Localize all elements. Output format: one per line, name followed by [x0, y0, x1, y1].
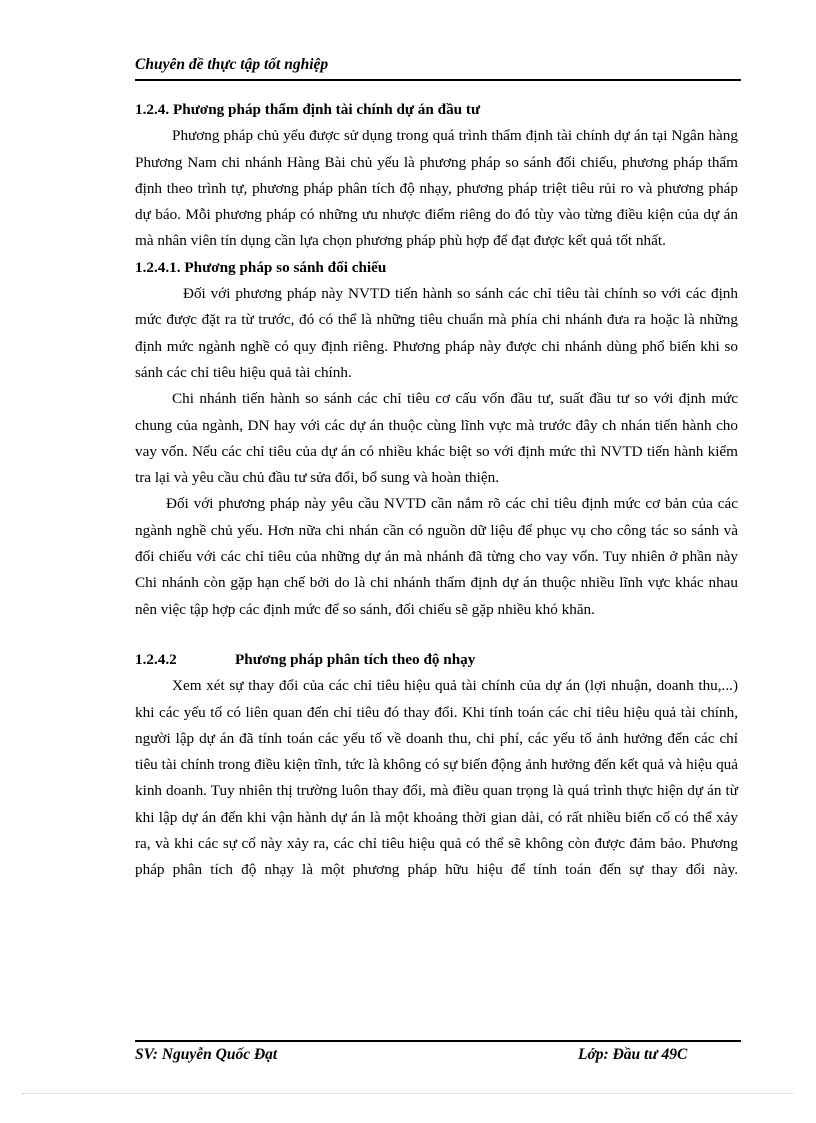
- section-heading-1-2-4: 1.2.4. Phương pháp thẩm định tài chính dự án đầu tư: [135, 101, 481, 118]
- paragraph-intro: [135, 123, 738, 254]
- paragraph-comparison-1-text: Đối với phương pháp này NVTD tiến hành so sánh các chỉ tiêu tài chính so với các định mức được đặt ra từ trước, đó có thể là những tiêu chuẩn mà phía chi nhánh đưa ra hoặc là những định mức ngành nghề có quy định riêng. Phương pháp này được chi nhánh dùng phổ biến khi so sánh các chỉ tiêu hiệu quả tài chính.: [135, 285, 738, 381]
- document-body: [135, 97, 738, 884]
- section-spacer: [135, 623, 738, 647]
- paragraph-comparison-1: [135, 281, 738, 386]
- paragraph-comparison-2-text: Chi nhánh tiến hành so sánh các chỉ tiêu cơ cấu vốn đầu tư, suất đầu tư so với định mức chung của ngành, DN hay với các dự án thuộc cùng lĩnh vực mà trước đây ch nhán tiến hành cho vay vốn. Nếu các chỉ tiêu của dự án có nhiều khác biệt so với định mức thì NVTD tiến hành kiểm tra lại và yêu cầu chủ đầu tư sửa đổi, bổ sung và hoàn thiện.: [135, 390, 738, 487]
- footer-divider: [135, 1040, 741, 1042]
- footer-class-name: Lớp: Đầu tư 49C: [578, 1046, 688, 1063]
- header-divider: [135, 79, 741, 81]
- paragraph-sensitivity: [135, 673, 738, 883]
- paragraph-comparison-3: [135, 491, 738, 622]
- section-heading-1-2-4-1: 1.2.4.1. Phương pháp so sánh đối chiếu: [135, 258, 387, 276]
- paragraph-sensitivity-text: Xem xét sự thay đổi của các chỉ tiêu hiệu quả tài chính của dự án (lợi nhuận, doanh thu,...) khi các yếu tố có liên quan đến chỉ tiêu đó thay đổi. Khi tính toán các chỉ tiêu hiệu quả tài chính, người lập dự án đã tính toán các yếu tố về doanh thu, chi phí, các yếu tố ảnh hưởng đến các chỉ tiêu tài chính trong điều kiện tĩnh, tức là không có sự biến động ảnh hưởng đến kết quả và hiệu quả kinh doanh. Tuy nhiên thị trường luôn thay đổi, mà điều quan trọng là quá trình thực hiện dự án từ khi lập dự án đến khi vận hành dự án là một khoảng thời gian dài, có rất nhiều biến cố có thể xảy ra, và khi các sự cố này xảy ra, các chỉ tiêu hiệu quả có thể sẽ không còn được đảm bảo. Phương pháp phân tích độ nhạy là một phương pháp hữu hiệu để tính toán đến sự thay đổi này.: [135, 677, 738, 879]
- section-heading-1-2-4-2: [135, 647, 738, 673]
- page-bottom-edge: [22, 1093, 794, 1094]
- footer-student-name: SV: Nguyễn Quốc Đạt: [135, 1046, 278, 1063]
- section-title: Phương pháp phân tích theo độ nhạy: [235, 650, 476, 668]
- running-header-title: Chuyên đề thực tập tốt nghiệp: [135, 56, 329, 73]
- paragraph-intro-text: Phương pháp chủ yếu được sử dụng trong quá trình thẩm định tài chính dự án tại Ngân hàng Phương Nam chi nhánh Hàng Bài chủ yếu là phương pháp so sánh đối chiếu, phương pháp thẩm định theo trình tự, phương pháp phân tích độ nhạy, phương pháp triệt tiêu rủi ro và phương pháp dự báo. Mỗi phương pháp có những ưu nhược điểm riêng do đó tùy vào từng điều kiện của dự án mà nhân viên tín dụng cần lựa chọn phương pháp phù hợp để đạt được kết quả tốt nhất.: [135, 127, 738, 250]
- section-number: 1.2.4.2: [135, 650, 177, 668]
- paragraph-comparison-2: [135, 386, 738, 491]
- paragraph-comparison-3-text: Đối với phương pháp này yêu cầu NVTD cần nắm rõ các chỉ tiêu định mức cơ bản của các ngành nghề chủ yếu. Hơn nữa chi nhán cần có nguồn dữ liệu để phục vụ cho công tác so sánh và đối chiếu với các chỉ tiêu của những dự án mà nhánh đã từng cho vay vốn. Tuy nhiên ở phần này Chi nhánh còn gặp hạn chế bởi do là chi nhánh thẩm định dự án thuộc nhiều lĩnh vực khác nhau nên việc tập hợp các định mức để so sánh, đối chiếu sẽ gặp nhiều khó khăn.: [135, 495, 738, 618]
